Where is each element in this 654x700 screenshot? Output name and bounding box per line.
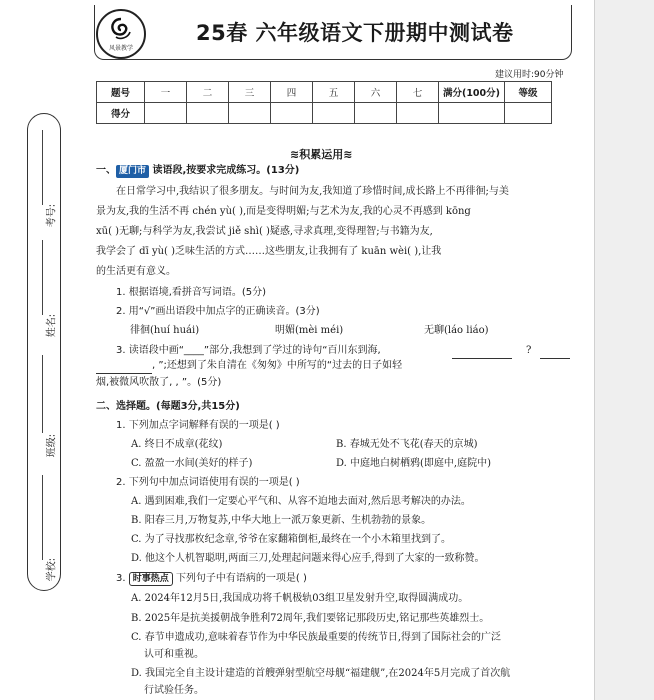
answer-blank[interactable] <box>96 359 152 374</box>
score-cell[interactable] <box>355 103 397 124</box>
score-cell[interactable] <box>439 103 505 124</box>
current-events-tag: 时事热点 <box>129 572 173 586</box>
reading-option[interactable]: 无聊(láo liáo) <box>424 325 489 336</box>
score-cell[interactable] <box>145 103 187 124</box>
name-field[interactable] <box>42 240 43 315</box>
sub-question: 2. 下列句中加点词语使用有误的一项是( ) <box>116 477 300 488</box>
class-label: 班级: <box>46 433 58 458</box>
table-cell: 等级 <box>505 82 552 103</box>
choice-option-cont: 认可和重视。 <box>144 649 204 660</box>
sub-question-cont: 烟,被微风吹散了, , ”。(5分) <box>96 377 222 388</box>
choice-option[interactable]: D. 我国完全自主设计建造的首艘弹射型航空母舰“福建舰”,在2024年5月完成了首次航 <box>131 668 511 679</box>
table-cell: 三 <box>229 82 271 103</box>
table-cell: 二 <box>187 82 229 103</box>
name-label: 姓名: <box>46 313 58 338</box>
viewer-margin <box>594 0 654 700</box>
reading-option[interactable]: 徘徊(huí huái) <box>130 325 200 336</box>
paragraph-line: xū( )无聊;与科学为友,我尝试 jiě shì( )疑惑,寻求真理,变得理智;与书籍为友, <box>96 226 433 237</box>
school-label: 学校: <box>46 557 58 582</box>
sub-question: 2. 用“√”画出语段中加点字的正确读音。(3分) <box>116 306 320 317</box>
swirl-icon <box>108 16 134 42</box>
choice-option[interactable]: D. 他这个人机智聪明,两面三刀,处理起问题来得心应手,得到了大家的一致称赞。 <box>131 553 485 564</box>
table-cell: 一 <box>145 82 187 103</box>
time-note: 建议用时:90分钟 <box>495 70 564 80</box>
logo <box>96 9 146 59</box>
paragraph-line: 的生活更有意义。 <box>96 266 176 277</box>
choice-option[interactable]: C. 春节申遗成功,意味着春节作为中华民族最重要的传统节日,得到了国际社会的广泛 <box>131 632 502 643</box>
paragraph-line: 在日常学习中,我结识了很多朋友。与时间为友,我知道了珍惜时间,成长路上不再徘徊;与美 <box>116 186 509 197</box>
table-cell: 七 <box>397 82 439 103</box>
sub-question: 3. 时事热点 下列句子中有语病的一项是( ) <box>116 573 307 584</box>
answer-blank[interactable] <box>540 344 570 359</box>
table-cell: 四 <box>271 82 313 103</box>
region-tag: 厦门市 <box>116 165 149 178</box>
table-cell: 满分(100分) <box>439 82 505 103</box>
answer-blank[interactable] <box>452 344 514 359</box>
choice-option-cont: 行试验任务。 <box>144 685 204 696</box>
reading-option[interactable]: 明媚(mèi méi) <box>275 325 344 336</box>
choice-option[interactable]: C. 为了寻找那枚纪念章,爷爷在家翻箱倒柜,最终在一个小木箱里找到了。 <box>131 534 452 545</box>
table-row <box>97 82 552 103</box>
choice-option[interactable]: A. 2024年12月5日,我国成功将千帆极轨03组卫星发射升空,取得圆满成功。 <box>131 593 469 604</box>
q1-heading: 一、 厦门市 读语段,按要求完成练习。(13分) <box>96 165 300 176</box>
sub-question-cont: , ”;还想到了朱自清在《匆匆》中所写的“过去的日子如轻 <box>152 360 403 371</box>
class-field[interactable] <box>42 355 43 433</box>
paragraph-line: 景为友,我的生活不再 chén yù( ),而是变得明媚;与艺术为友,我的心灵不再感到 kōng <box>96 206 471 217</box>
logo-text: 风景教学 <box>108 45 133 52</box>
table-row <box>97 103 552 124</box>
sub-question: 3. 读语段中画“____”部分,我想到了学过的诗句“百川东到海, <box>116 345 381 356</box>
school-field[interactable] <box>42 475 43 560</box>
sub-question: 1. 下列加点字词解释有误的一项是( ) <box>116 420 280 431</box>
binding-strip <box>27 113 61 591</box>
exam-number-label: 考号: <box>46 203 58 228</box>
score-cell[interactable] <box>397 103 439 124</box>
paragraph-line: 我学会了 dī yù( )乏味生活的方式……这些朋友,让我拥有了 kuān wèi( ),让我 <box>96 246 442 257</box>
table-cell: 得分 <box>97 103 145 124</box>
score-table <box>96 81 552 124</box>
score-cell[interactable] <box>313 103 355 124</box>
section-title: ≋积累运用≋ <box>290 148 353 161</box>
sub-question: 1. 根据语境,看拼音写词语。(5分) <box>116 287 267 298</box>
score-cell[interactable] <box>229 103 271 124</box>
table-cell: 五 <box>313 82 355 103</box>
question-mark: ? <box>526 345 532 356</box>
table-cell: 六 <box>355 82 397 103</box>
score-cell[interactable] <box>505 103 552 124</box>
choice-option[interactable]: B. 春城无处不飞花(春天的京城) <box>336 439 478 450</box>
choice-option[interactable]: D. 中庭地白树栖鸦(即庭中,庭院中) <box>336 458 491 469</box>
choice-option[interactable]: B. 阳春三月,万物复苏,中华大地上一派万象更新、生机勃勃的景象。 <box>131 515 432 526</box>
choice-option[interactable]: A. 遇到困难,我们一定要心平气和、从容不迫地去面对,然后思考解决的办法。 <box>131 496 471 507</box>
choice-option[interactable]: A. 终日不成章(花纹) <box>131 439 223 450</box>
table-cell: 题号 <box>97 82 145 103</box>
score-cell[interactable] <box>187 103 229 124</box>
choice-option[interactable]: B. 2025年是抗美援朝战争胜利72周年,我们要铭记那段历史,铭记那些英雄烈士。 <box>131 613 490 624</box>
q2-heading: 二、选择题。(每题3分,共15分) <box>96 401 240 412</box>
choice-option[interactable]: C. 盈盈一水间(美好的样子) <box>131 458 253 469</box>
page-title: 25春 六年级语文下册期中测试卷 <box>196 21 514 45</box>
exam-number-field[interactable] <box>42 130 43 205</box>
score-cell[interactable] <box>271 103 313 124</box>
